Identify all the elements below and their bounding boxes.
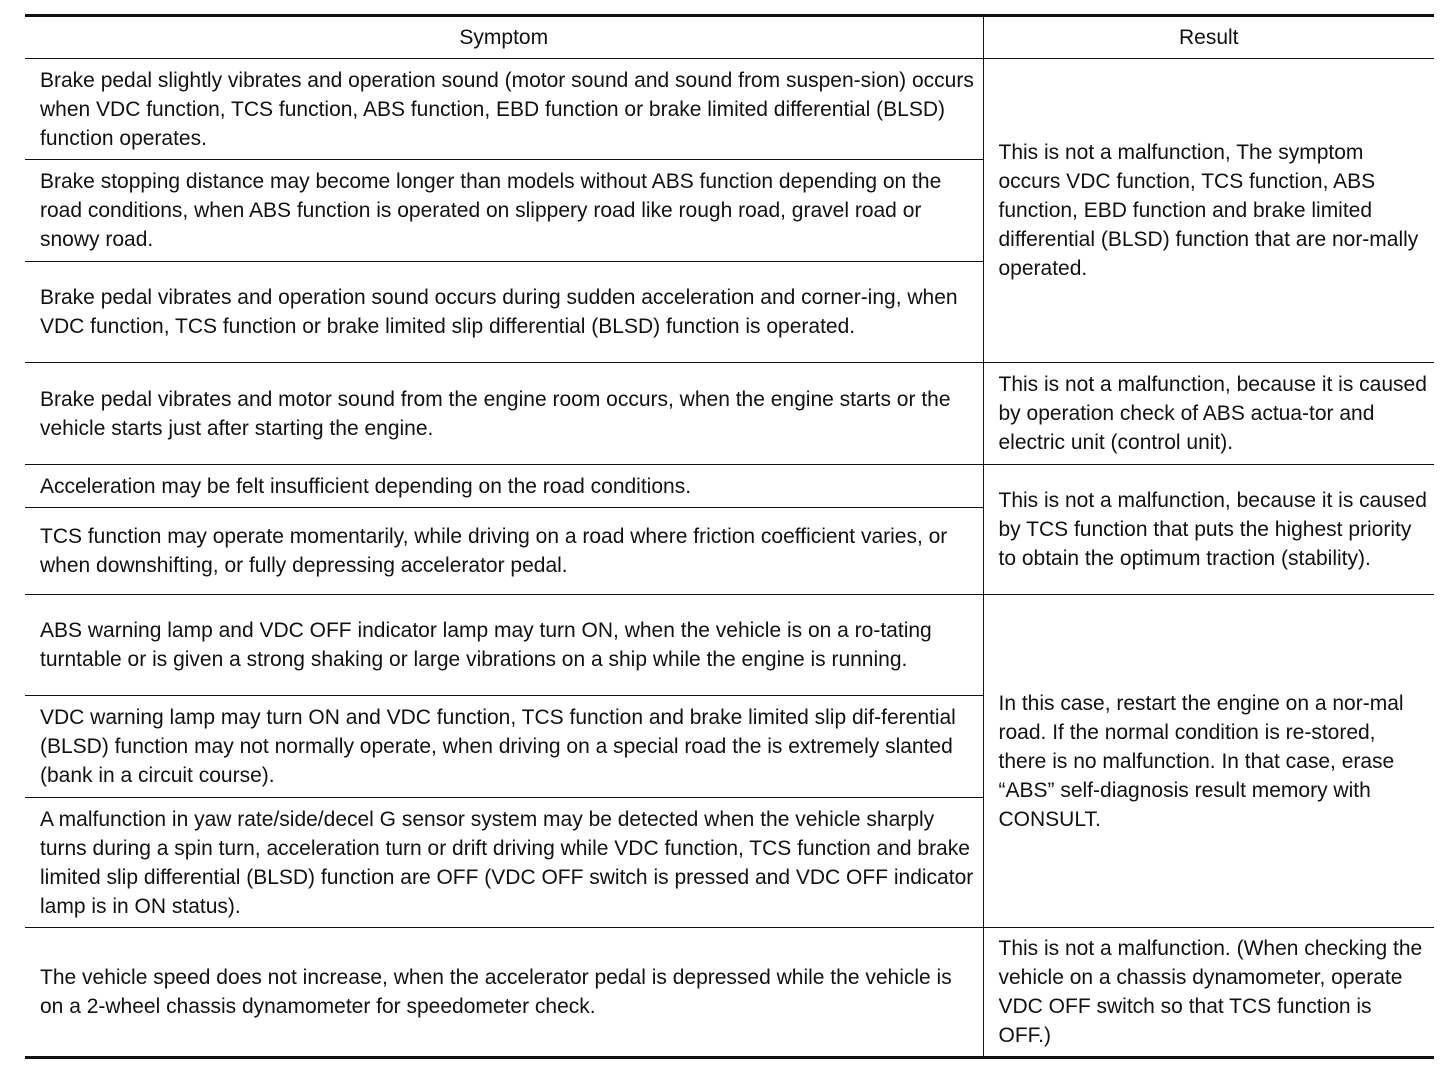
symptom-cell: TCS function may operate momentarily, while driving on a road where friction coefficient varies, or when downshifting, or fully depressing accelerator pedal.	[25, 508, 983, 595]
symptom-cell: VDC warning lamp may turn ON and VDC function, TCS function and brake limited slip dif-ferential (BLSD) function may not normally operate, when driving on a special road the is extremely slanted (bank in a circuit course).	[25, 696, 983, 798]
result-cell: This is not a malfunction. (When checking the vehicle on a chassis dynamometer, operate VDC OFF switch so that TCS function is OFF.)	[983, 928, 1434, 1058]
result-column-header: Result	[983, 16, 1434, 59]
symptom-column-header: Symptom	[25, 16, 983, 59]
symptom-result-table	[25, 14, 1434, 1059]
symptom-cell: Brake pedal slightly vibrates and operation sound (motor sound and sound from suspen-sion) occurs when VDC function, TCS function, ABS function, EBD function or brake limited differential (BLSD) function operates.	[25, 59, 983, 160]
symptom-cell: A malfunction in yaw rate/side/decel G sensor system may be detected when the vehicle sharply turns during a spin turn, acceleration turn or drift driving while VDC function, TCS function and brake limited slip differential (BLSD) function are OFF (VDC OFF switch is pressed and VDC OFF indicator lamp is in ON status).	[25, 798, 983, 928]
symptom-cell: ABS warning lamp and VDC OFF indicator lamp may turn ON, when the vehicle is on a ro-tating turntable or is given a strong shaking or large vibrations on a ship while the engine is running.	[25, 595, 983, 696]
result-cell: In this case, restart the engine on a nor-mal road. If the normal condition is re-stored, there is no malfunction. In that case, erase “ABS” self-diagnosis result memory with CONSULT.	[983, 595, 1434, 928]
symptom-cell: Acceleration may be felt insufficient depending on the road conditions.	[25, 465, 983, 508]
table-row	[25, 465, 1434, 508]
result-cell: This is not a malfunction, The symptom occurs VDC function, TCS function, ABS function, EBD function and brake limited differential (BLSD) function that are nor-mally operated.	[983, 59, 1434, 363]
table-row	[25, 595, 1434, 696]
table-row	[25, 363, 1434, 465]
symptom-cell: Brake pedal vibrates and motor sound from the engine room occurs, when the engine starts or the vehicle starts just after starting the engine.	[25, 363, 983, 465]
result-cell: This is not a malfunction, because it is caused by TCS function that puts the highest priority to obtain the optimum traction (stability).	[983, 465, 1434, 595]
result-cell: This is not a malfunction, because it is caused by operation check of ABS actua-tor and electric unit (control unit).	[983, 363, 1434, 465]
symptom-cell: Brake stopping distance may become longer than models without ABS function depending on the road conditions, when ABS function is operated on slippery road like rough road, gravel road or snowy road.	[25, 160, 983, 262]
symptom-cell: Brake pedal vibrates and operation sound occurs during sudden acceleration and corner-ing, when VDC function, TCS function or brake limited slip differential (BLSD) function is operated.	[25, 262, 983, 363]
symptom-cell: The vehicle speed does not increase, when the accelerator pedal is depressed while the vehicle is on a 2-wheel chassis dynamometer for speedometer check.	[25, 928, 983, 1058]
table-row	[25, 59, 1434, 160]
header-row	[25, 16, 1434, 59]
table-row	[25, 928, 1434, 1058]
